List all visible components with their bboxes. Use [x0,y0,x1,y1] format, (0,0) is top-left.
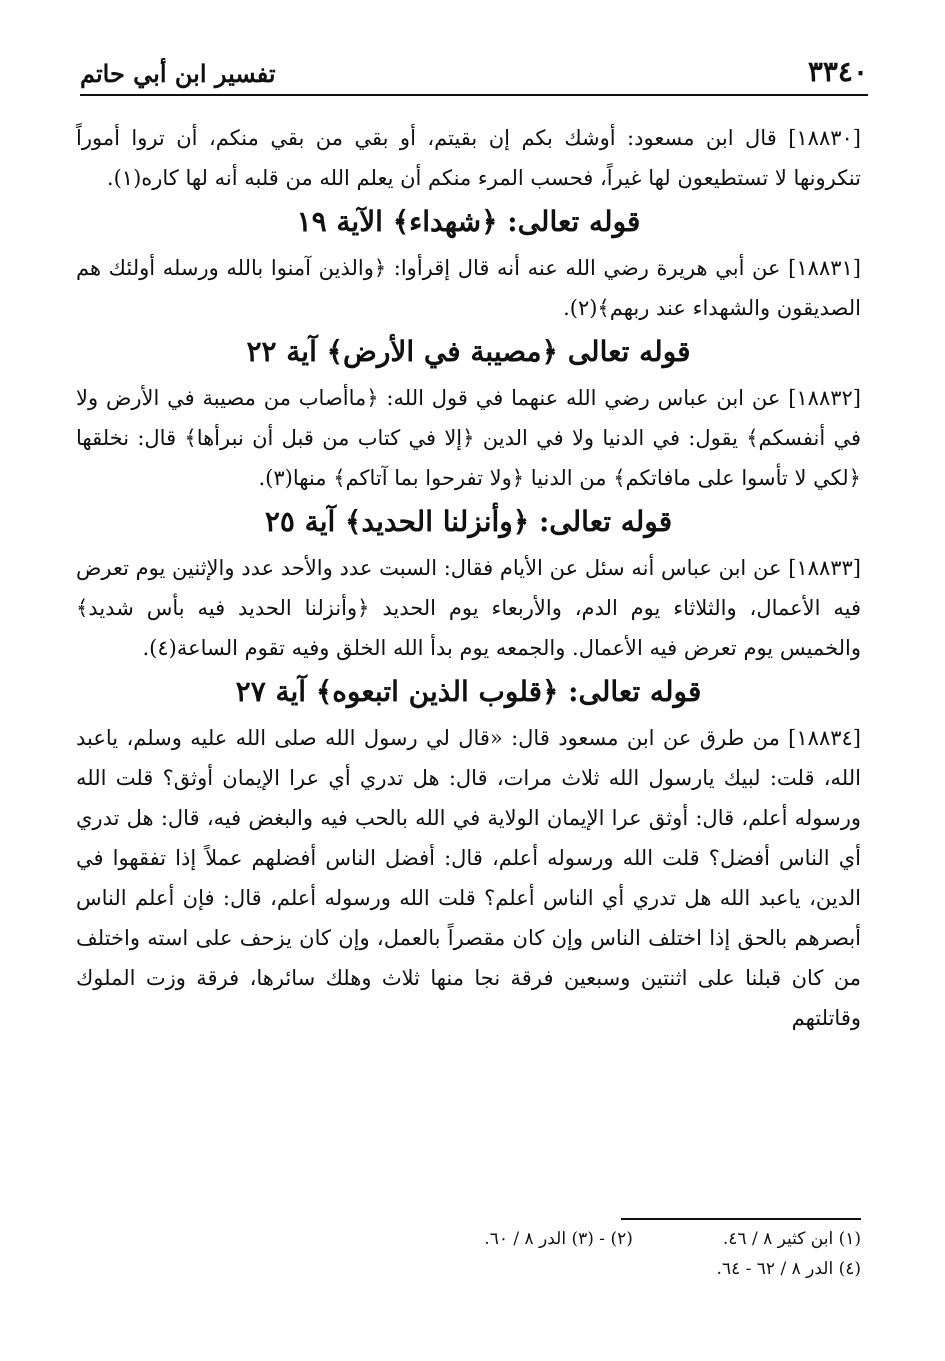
page-header [80,48,868,96]
footnote-2-3: (٢) - (٣) الدر ٨ / ٦٠. [484,1229,633,1249]
footnote-row [76,1254,861,1284]
hadith-paragraph: [١٨٨٣٠] قال ابن مسعود: أوشك بكم إن بقيتم، أو بقي من بقي منكم، أن تروا أموراً تنكرونها لا تستطيعون لها غيراً، فحسب المرء منكم أن يعلم الله من قلبه أنه لها كاره(١). [76,126,861,190]
hadith-paragraph: [١٨٨٣٢] عن ابن عباس رضي الله عنهما في قول الله: ﴿ماأصاب من مصيبة في الأرض ولا في أنفسكم﴾ يقول: في الدنيا ولا في الدين ﴿إلا في كتاب من قبل أن نبرأها﴾ قال: نخلقها ﴿لكي لا تأسوا على مافاتكم﴾ من الدنيا ﴿ولا تفرحوا بما آتاكم﴾ منها(٣). [76,386,861,490]
footnote-row [76,1224,861,1254]
section-heading: قوله تعالى: ﴿شهداء﴾ الآية ١٩ [296,205,641,238]
section-heading: قوله تعالى: ﴿قلوب الذين اتبعوه﴾ آية ٢٧ [235,675,702,708]
section-heading: قوله تعالى ﴿مصيبة في الأرض﴾ آية ٢٢ [246,335,691,368]
hadith-paragraph: [١٨٨٣٣] عن ابن عباس أنه سئل عن الأيام فقال: السبت عدد والأحد عدد والإثنين يوم تعرض فيه الأعمال، والثلاثاء يوم الدم، والأربعاء يوم الحديد ﴿وأنزلنا الحديد فيه بأس شديد﴾ والخميس يوم تعرض فيه الأعمال. والجمعه يوم بدأ الله الخلق وفيه تقوم الساعة(٤). [76,556,861,660]
footnote-divider [621,1218,861,1220]
hadith-paragraph: [١٨٨٣٤] من طرق عن ابن مسعود قال: «قال لي رسول الله صلى الله عليه وسلم، ياعبد الله، قلت: لبيك يارسول الله ثلاث مرات، قال: هل تدري أي عرا الإيمان أوثق؟ قلت الله ورسوله أعلم، قال: أوثق عرا الإيمان الولاية في الله بالحب فيه والبغض فيه، قال: هل تدري أي الناس أفضل؟ قلت الله ورسوله أعلم، قال: أفضل الناس أفضلهم عملاً إذا تفقهوا في الدين، ياعبد الله هل تدري أي الناس أعلم؟ قلت الله ورسوله أعلم، قال: فإن أعلم الناس أبصرهم بالحق إذا اختلف الناس وإن كان مقصراً بالعمل، وإن كان يزحف على استه واختلف من كان قبلنا على اثنتين وسبعين فرقة نجا منها ثلاث وهلك سائرها، فرقة وزت الملوك وقاتلتهم [76,726,861,1030]
footnotes [76,1218,861,1284]
section-heading: قوله تعالى: ﴿وأنزلنا الحديد﴾ آية ٢٥ [264,505,673,538]
footnote-4: (٤) الدر ٨ / ٦٢ - ٦٤. [716,1259,861,1279]
hadith-paragraph: [١٨٨٣١] عن أبي هريرة رضي الله عنه أنه قال إقرأوا: ﴿والذين آمنوا بالله ورسله أولئك هم الصديقون والشهداء عند ربهم﴾(٢). [76,256,861,320]
footnote-1: (١) ابن كثير ٨ / ٤٦. [722,1229,861,1249]
running-title: تفسير ابن أبي حاتم [80,59,276,88]
page-body [76,118,861,1038]
page-number: ٣٣٤٠ [807,55,868,88]
